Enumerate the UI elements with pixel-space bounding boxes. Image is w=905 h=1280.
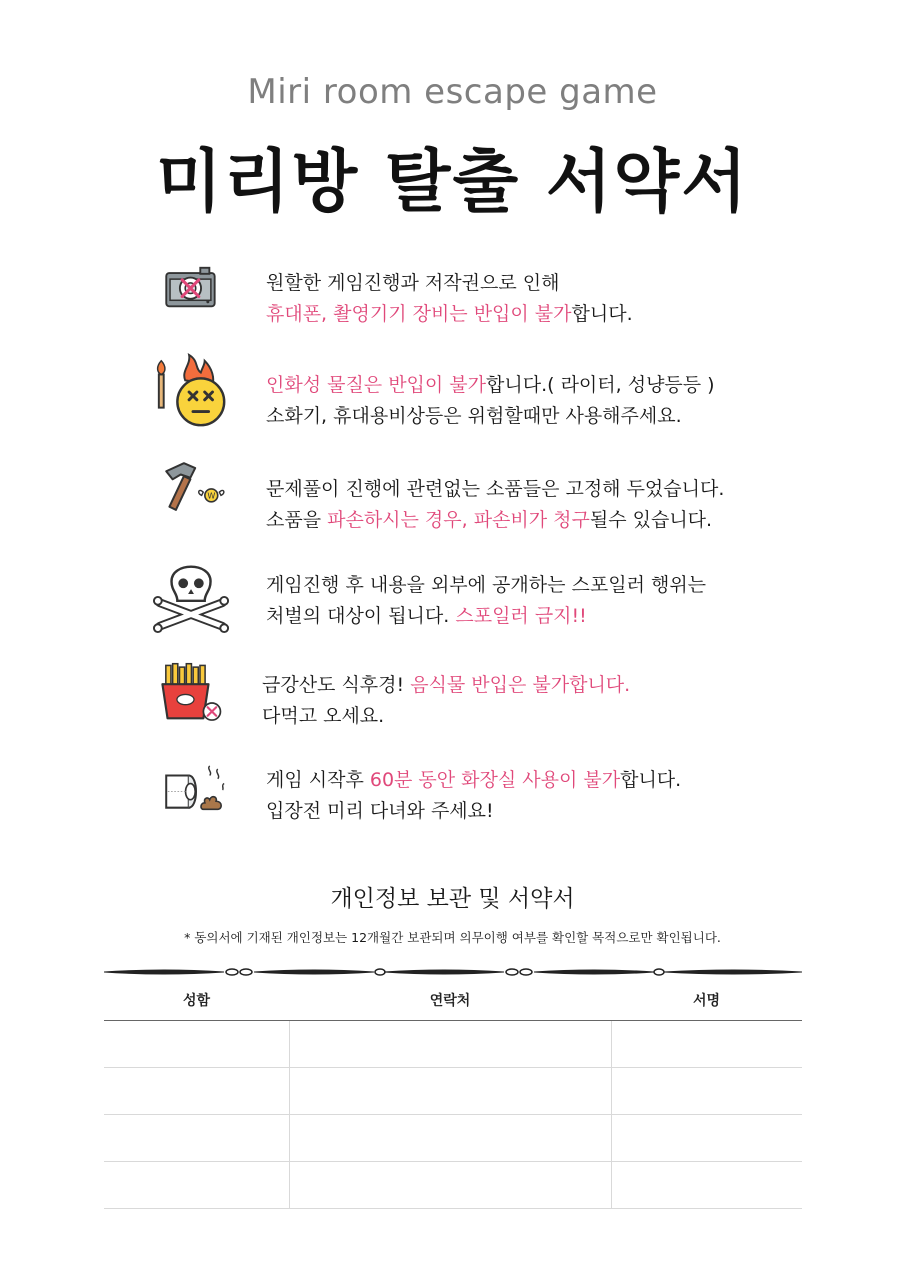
name-cell[interactable] [104,1115,289,1162]
table-row [104,1021,802,1068]
signature-cell[interactable] [611,1021,802,1068]
rule-3-text [266,474,724,536]
fire-match-icon [152,352,232,434]
name-cell[interactable] [104,1068,289,1115]
contact-cell[interactable] [289,1021,611,1068]
rule-2-line2: 소화기, 휴대용비상등은 위험할때만 사용해주세요. [266,405,682,427]
toilet-paper-icon [154,761,238,827]
rule-1-line1: 원할한 게임진행과 저작권으로 인해 [266,272,560,294]
rule-2-line1: 인화성 물질은 반입이 불가합니다.( 라이터, 성냥등등 ) [266,374,715,396]
rule-3-line1: 문제풀이 진행에 관련없는 소품들은 고정해 두었습니다. [266,478,725,500]
rule-5-line1: 금강산도 식후경! 음식물 반입은 불가합니다. [262,674,631,696]
rule-6-line1: 게임 시작후 60분 동안 화장실 사용이 불가합니다. [266,769,682,791]
page-title: 미리방 탈출 서약서 [156,143,749,222]
rule-4-line2: 처벌의 대상이 됩니다. 스포일러 금지!! [266,605,587,627]
rule-4-text [266,570,706,632]
hammer-money-icon [156,460,236,526]
rule-5-line2: 다먹고 오세요. [262,705,385,727]
rule-4-line1: 게임진행 후 내용을 외부에 공개하는 스포일러 행위는 [266,574,707,596]
rule-2-text [266,370,715,432]
column-header-contact: 연락처 [289,980,611,1021]
contact-cell[interactable] [289,1115,611,1162]
rule-3-line2: 소품을 파손하시는 경우, 파손비가 청구될수 있습니다. [266,509,713,531]
name-cell[interactable] [104,1021,289,1068]
contact-cell[interactable] [289,1162,611,1209]
rule-5-text [262,670,630,732]
signature-cell[interactable] [611,1115,802,1162]
camera-banned-icon [160,264,230,326]
table-row [104,1068,802,1115]
rule-6-text [266,765,681,827]
table-row [104,1162,802,1209]
signature-cell[interactable] [611,1068,802,1115]
name-cell[interactable] [104,1162,289,1209]
table-row [104,1115,802,1162]
signature-cell[interactable] [611,1162,802,1209]
skull-crossbones-icon [152,554,232,634]
rule-6-line2: 입장전 미리 다녀와 주세요! [266,800,494,822]
signature-table [104,980,802,1209]
rule-1-line2: 휴대폰, 촬영기기 장비는 반입이 불가합니다. [266,303,633,325]
table-header-row [104,980,802,1021]
column-header-signature: 서명 [611,980,802,1021]
rule-1-text [266,268,633,330]
fries-banned-icon [158,662,230,732]
decorative-divider [104,962,802,982]
consent-notice: * 동의서에 기재된 개인정보는 12개월간 보관되며 의무이행 여부를 확인할 목적으로만 확인됩니다. [184,930,721,945]
column-header-name: 성함 [104,980,289,1021]
consent-title: 개인정보 보관 및 서약서 [330,886,575,912]
subtitle: Miri room escape game [247,72,658,112]
svg-text:W: W [207,491,216,501]
contact-cell[interactable] [289,1068,611,1115]
